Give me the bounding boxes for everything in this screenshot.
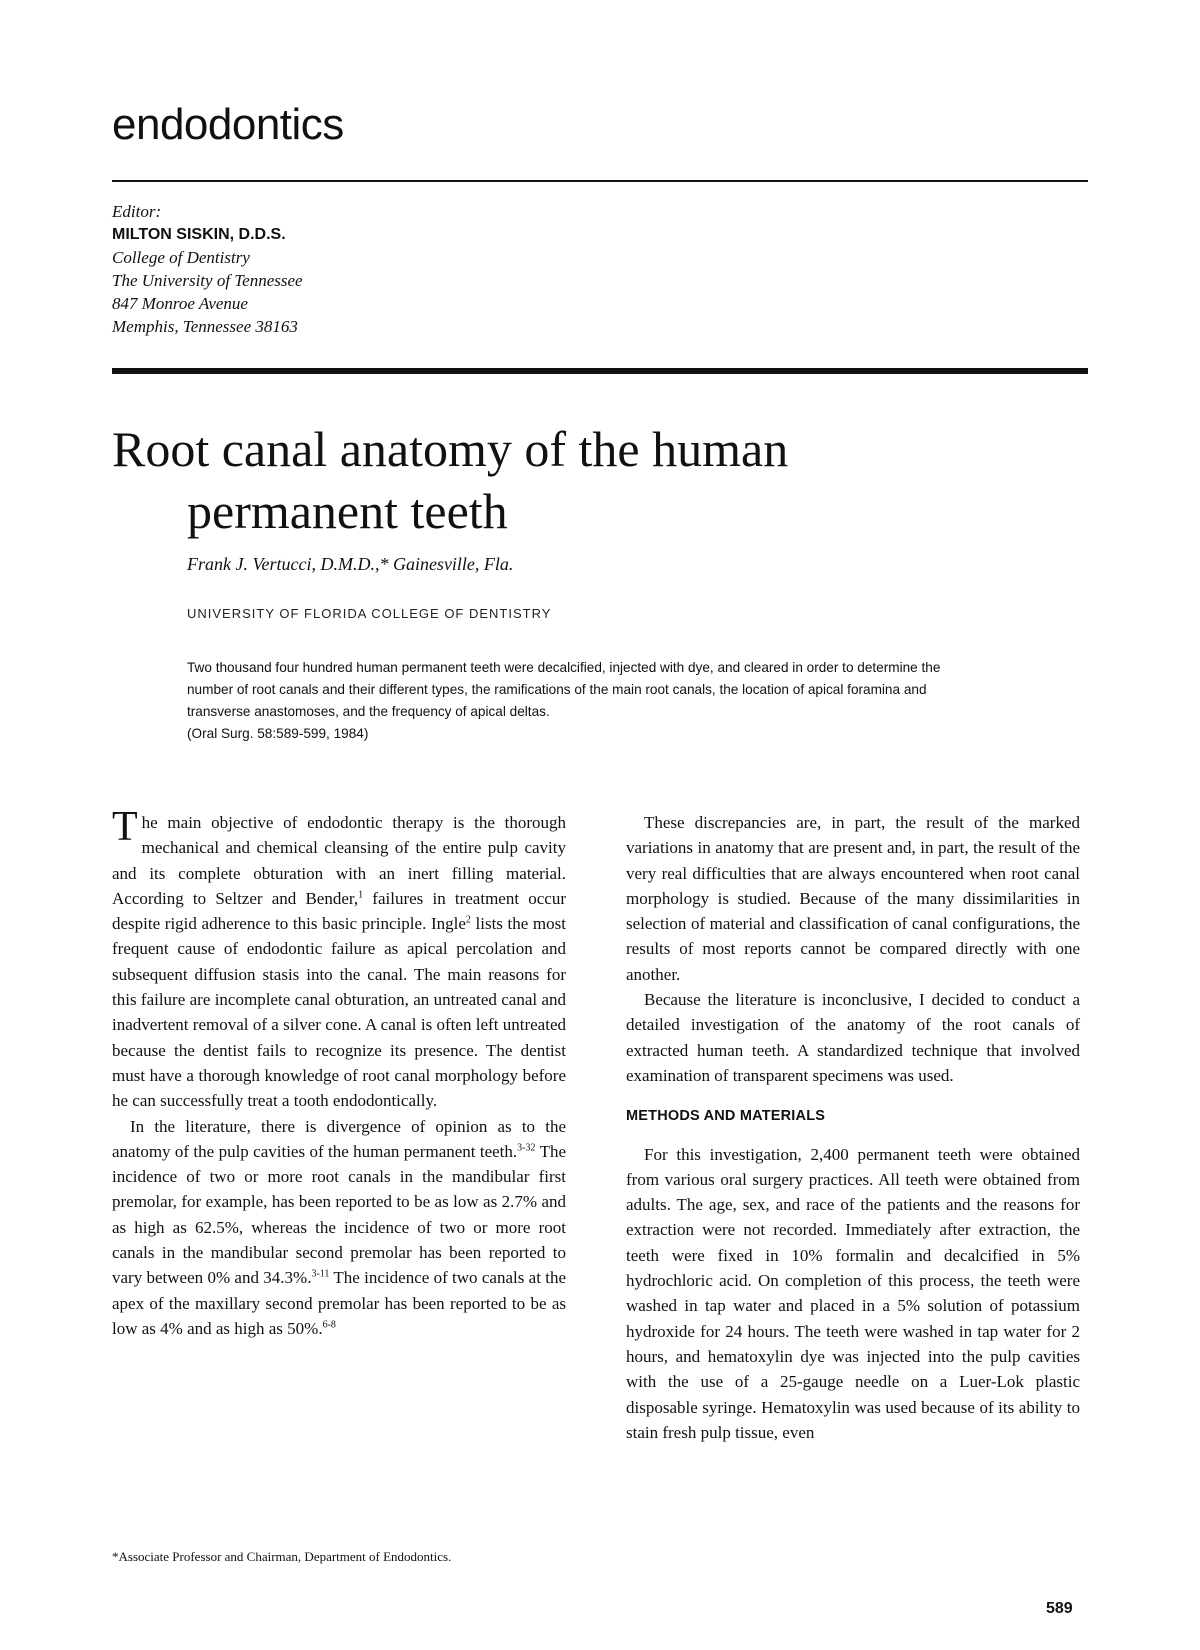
reference-marker: 1: [358, 889, 364, 901]
reference-marker: 3-32: [517, 1142, 536, 1154]
editor-name: MILTON SISKIN, D.D.S.: [112, 226, 286, 243]
paragraph-text: he main objective of endodontic therapy is the thorough mechanical and chemical cleansing of the entire pulp cavity and its complete obturation with an inert filling material. According to Seltzer and Bender,: [112, 813, 566, 908]
header-rule: [112, 180, 1088, 182]
right-column: [626, 810, 1080, 1445]
drop-cap: T: [112, 804, 138, 850]
editor-address-line: 847 Monroe Avenue: [112, 294, 248, 313]
reference-marker: 2: [465, 914, 471, 926]
paragraph: These discrepancies are, in part, the result of the marked variations in anatomy that are present and, in part, the result of the very real difficulties that are always encountered when root canal morphology is studied. Because of the many dissimilarities in selection of material and classification of canal configurations, the results of most reports cannot be compared directly with one another.: [626, 813, 1080, 984]
left-column: [112, 804, 567, 1341]
article-title: [112, 418, 788, 542]
paragraph-text: The incidence of two or more root canals in the mandibular first premolar, for example, has been reported to be as low as 2.7% and as high as 62.5%, whereas the incidence of two or more root canals in the mandibular second premolar has been reported to vary between 0% and 34.3%.: [112, 1141, 567, 1288]
abstract: [187, 657, 987, 745]
paragraph: Because the literature is inconclusive, I decided to conduct a detailed investigation of the anatomy of the root canals of extracted human teeth. A standardized technique that involved examination of transparent specimens was used.: [626, 990, 1080, 1085]
title-rule: [112, 368, 1088, 374]
section-title: endodontics: [112, 100, 344, 149]
footnote: *Associate Professor and Chairman, Department of Endodontics.: [112, 1549, 452, 1564]
paragraph-text: lists the most frequent cause of endodontic failure as apical percolation and subsequent diffusion stasis into the canal. The main reasons for this failure are incomplete canal obturation, an untreated canal and inadvertent removal of a silver cone. A canal is often left untreated because the dentist fails to recognize its presence. The dentist must have a thorough knowledge of root canal morphology before he can successfully treat a tooth endodontically.: [112, 914, 566, 1111]
page-number: 589: [1046, 1600, 1073, 1617]
institution: UNIVERSITY OF FLORIDA COLLEGE OF DENTISTRY: [187, 606, 552, 621]
article-title-line-2: permanent teeth: [187, 483, 508, 539]
editor-address-line: The University of Tennessee: [112, 271, 303, 290]
paragraph-text: In the literature, there is divergence of opinion as to the anatomy of the pulp cavities of the human permanent teeth.: [112, 1116, 566, 1161]
reference-marker: 3-11: [311, 1268, 330, 1280]
paragraph-text: The incidence of two canals at the apex of the maxillary second premolar has been reported to be as low as 4% and as high as 50%.: [112, 1268, 566, 1338]
paragraph: For this investigation, 2,400 permanent teeth were obtained from various oral surgery practices. All teeth were obtained from adults. The age, sex, and race of the patients and the reasons for extraction were not recorded. Immediately after extraction, the teeth were fixed in 10% formalin and decalcified in 5% hydrochloric acid. On completion of this process, the teeth were washed in tap water and placed in a 5% solution of potassium hydroxide for 24 hours. The teeth were washed in tap water for 2 hours, and hematoxylin dye was injected into the pulp cavities with the use of a 25-gauge needle on a Luer-Lok plastic disposable syringe. Hematoxylin was used because of its ability to stain fresh pulp tissue, even: [626, 1144, 1080, 1442]
article-title-line-1: Root canal anatomy of the human: [112, 421, 789, 477]
author-line: Frank J. Vertucci, D.M.D.,* Gainesville, Fla.: [187, 554, 514, 574]
section-heading: METHODS AND MATERIALS: [626, 1108, 826, 1125]
editor-label: Editor:: [112, 202, 162, 221]
paragraph: [112, 804, 566, 1114]
editor-block: [112, 200, 303, 338]
abstract-text: Two thousand four hundred human permanent teeth were decalcified, injected with dye, and cleared in order to determine the number of root canals and their different types, the ramifications of the main root canals, the location of apical foramina and transverse anastomoses, and the frequency of apical deltas.: [187, 660, 941, 719]
paragraph-text: failures in treatment occur despite rigid adherence to this basic principle. Ingle: [112, 888, 566, 934]
editor-address-line: College of Dentistry: [112, 248, 250, 267]
paragraph: [112, 1114, 566, 1342]
reference-marker: 6-8: [322, 1319, 336, 1331]
editor-address-line: Memphis, Tennessee 38163: [112, 317, 298, 336]
citation: (Oral Surg. 58:589-599, 1984): [187, 726, 369, 741]
